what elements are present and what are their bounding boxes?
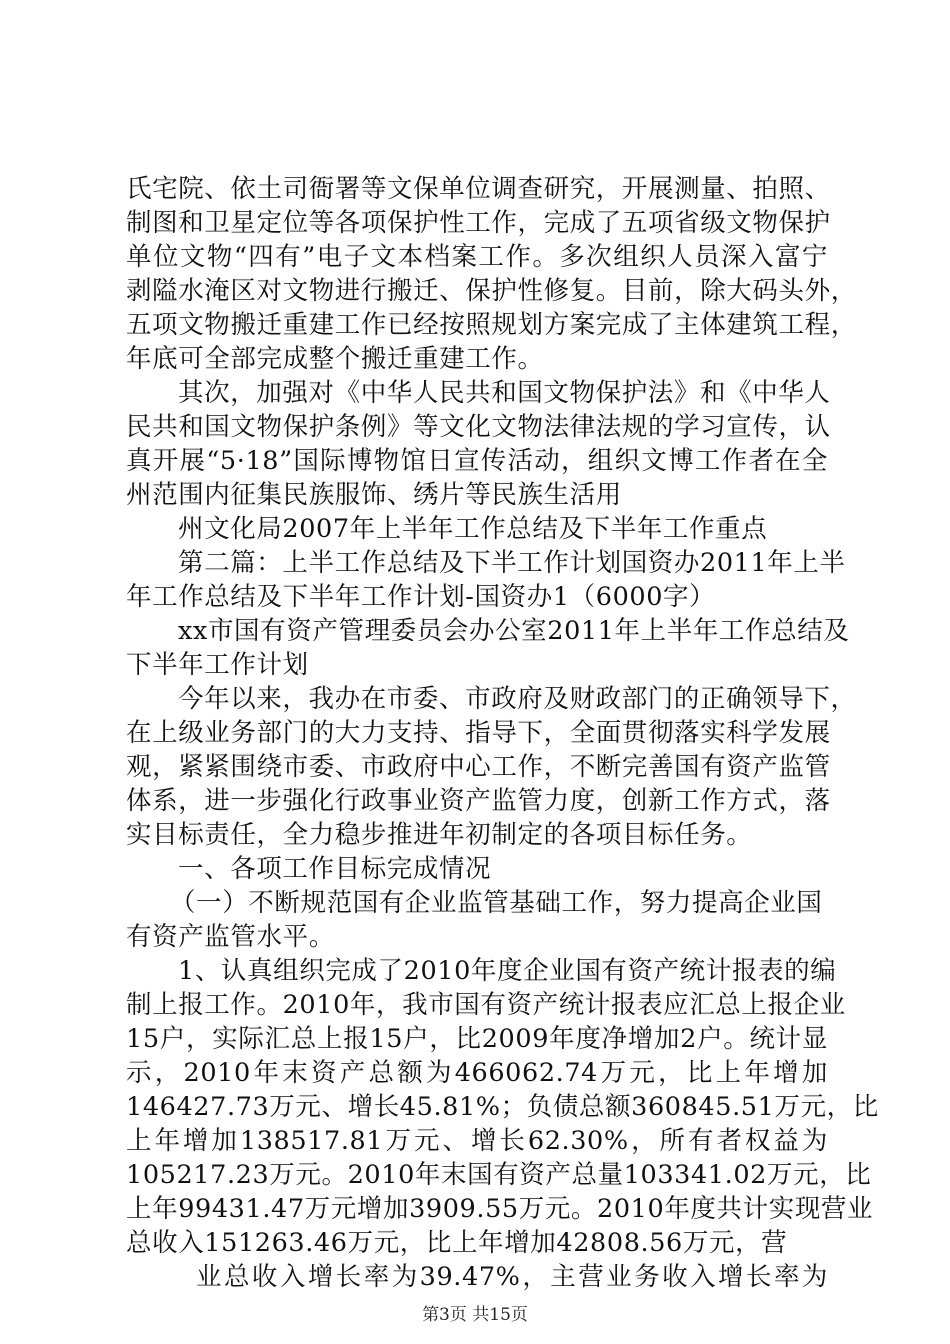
text-line: 单位文物“四有”电子文本档案工作。多次组织人员深入富宁 [126,242,828,272]
text-line: 上年增加138517.81万元、增长62.30%，所有者权益为 [126,1126,828,1156]
text-line: 上年99431.47万元增加3909.55万元。2010年度共计实现营业 [126,1194,874,1224]
text-line: 民共和国文物保护条例》等文化文物法律法规的学习宣传，认 [126,412,831,442]
text-line: 146427.73万元、增长45.81%；负债总额360845.51万元，比 [126,1092,879,1122]
text-line: xx市国有资产管理委员会办公室2011年上半年工作总结及 [178,616,850,646]
text-line: 年工作总结及下半年工作计划-国资办1（6000字） [126,582,716,612]
text-line: 观，紧紧围绕市委、市政府中心工作，不断完善国有资产监管 [126,752,831,782]
text-line: 今年以来，我办在市委、市政府及财政部门的正确领导下， [178,684,857,714]
text-line: 实目标责任，全力稳步推进年初制定的各项目标任务。 [126,820,753,850]
page-number-footer: 第3页 共15页 [422,1305,528,1325]
text-line: 105217.23万元。2010年末国有资产总量103341.02万元，比 [126,1160,872,1190]
subsection-heading: （一）不断规范国有企业监管基础工作，努力提高企业国 [170,888,823,918]
subsection-heading: 有资产监管水平。 [126,922,335,952]
text-line: 剥隘水淹区对文物进行搬迁、保护性修复。目前，除大码头外， [126,276,857,306]
text-line: 下半年工作计划 [126,650,309,680]
text-line: 其次，加强对《中华人民共和国文物保护法》和《中华人 [178,378,831,408]
text-line: 州范围内征集民族服饰、绣片等民族生活用 [126,480,622,510]
text-line: 业总收入增长率为39.47%，主营业务收入增长率为 [196,1262,828,1292]
text-line: 在上级业务部门的大力支持、指导下，全面贯彻落实科学发展 [126,718,831,748]
text-line: 州文化局2007年上半年工作总结及下半年工作重点 [178,514,768,544]
text-line: 五项文物搬迁重建工作已经按照规划方案完成了主体建筑工程， [126,310,857,340]
text-line: 示，2010年末资产总额为466062.74万元，比上年增加 [126,1058,828,1088]
text-line: 氏宅院、依土司衙署等文保单位调查研究，开展测量、拍照、 [126,174,831,204]
section-heading: 一、各项工作目标完成情况 [178,854,492,884]
text-line: 真开展“5·18”国际博物馆日宣传活动，组织文博工作者在全 [126,446,828,476]
text-line: 总收入151263.46万元，比上年增加42808.56万元，营 [126,1228,788,1258]
text-line: 体系，进一步强化行政事业资产监管力度，创新工作方式，落 [126,786,831,816]
text-line: 1、认真组织完成了2010年度企业国有资产统计报表的编 [178,956,837,986]
text-line: 年底可全部完成整个搬迁重建工作。 [126,344,544,374]
text-line: 第二篇：上半工作总结及下半工作计划国资办2011年上半 [178,548,846,578]
text-line: 制上报工作。2010年，我市国有资产统计报表应汇总上报企业 [126,990,846,1020]
text-line: 15户，实际汇总上报15户，比2009年度净增加2户。统计显 [126,1024,828,1054]
text-line: 制图和卫星定位等各项保护性工作，完成了五项省级文物保护 [126,208,831,238]
